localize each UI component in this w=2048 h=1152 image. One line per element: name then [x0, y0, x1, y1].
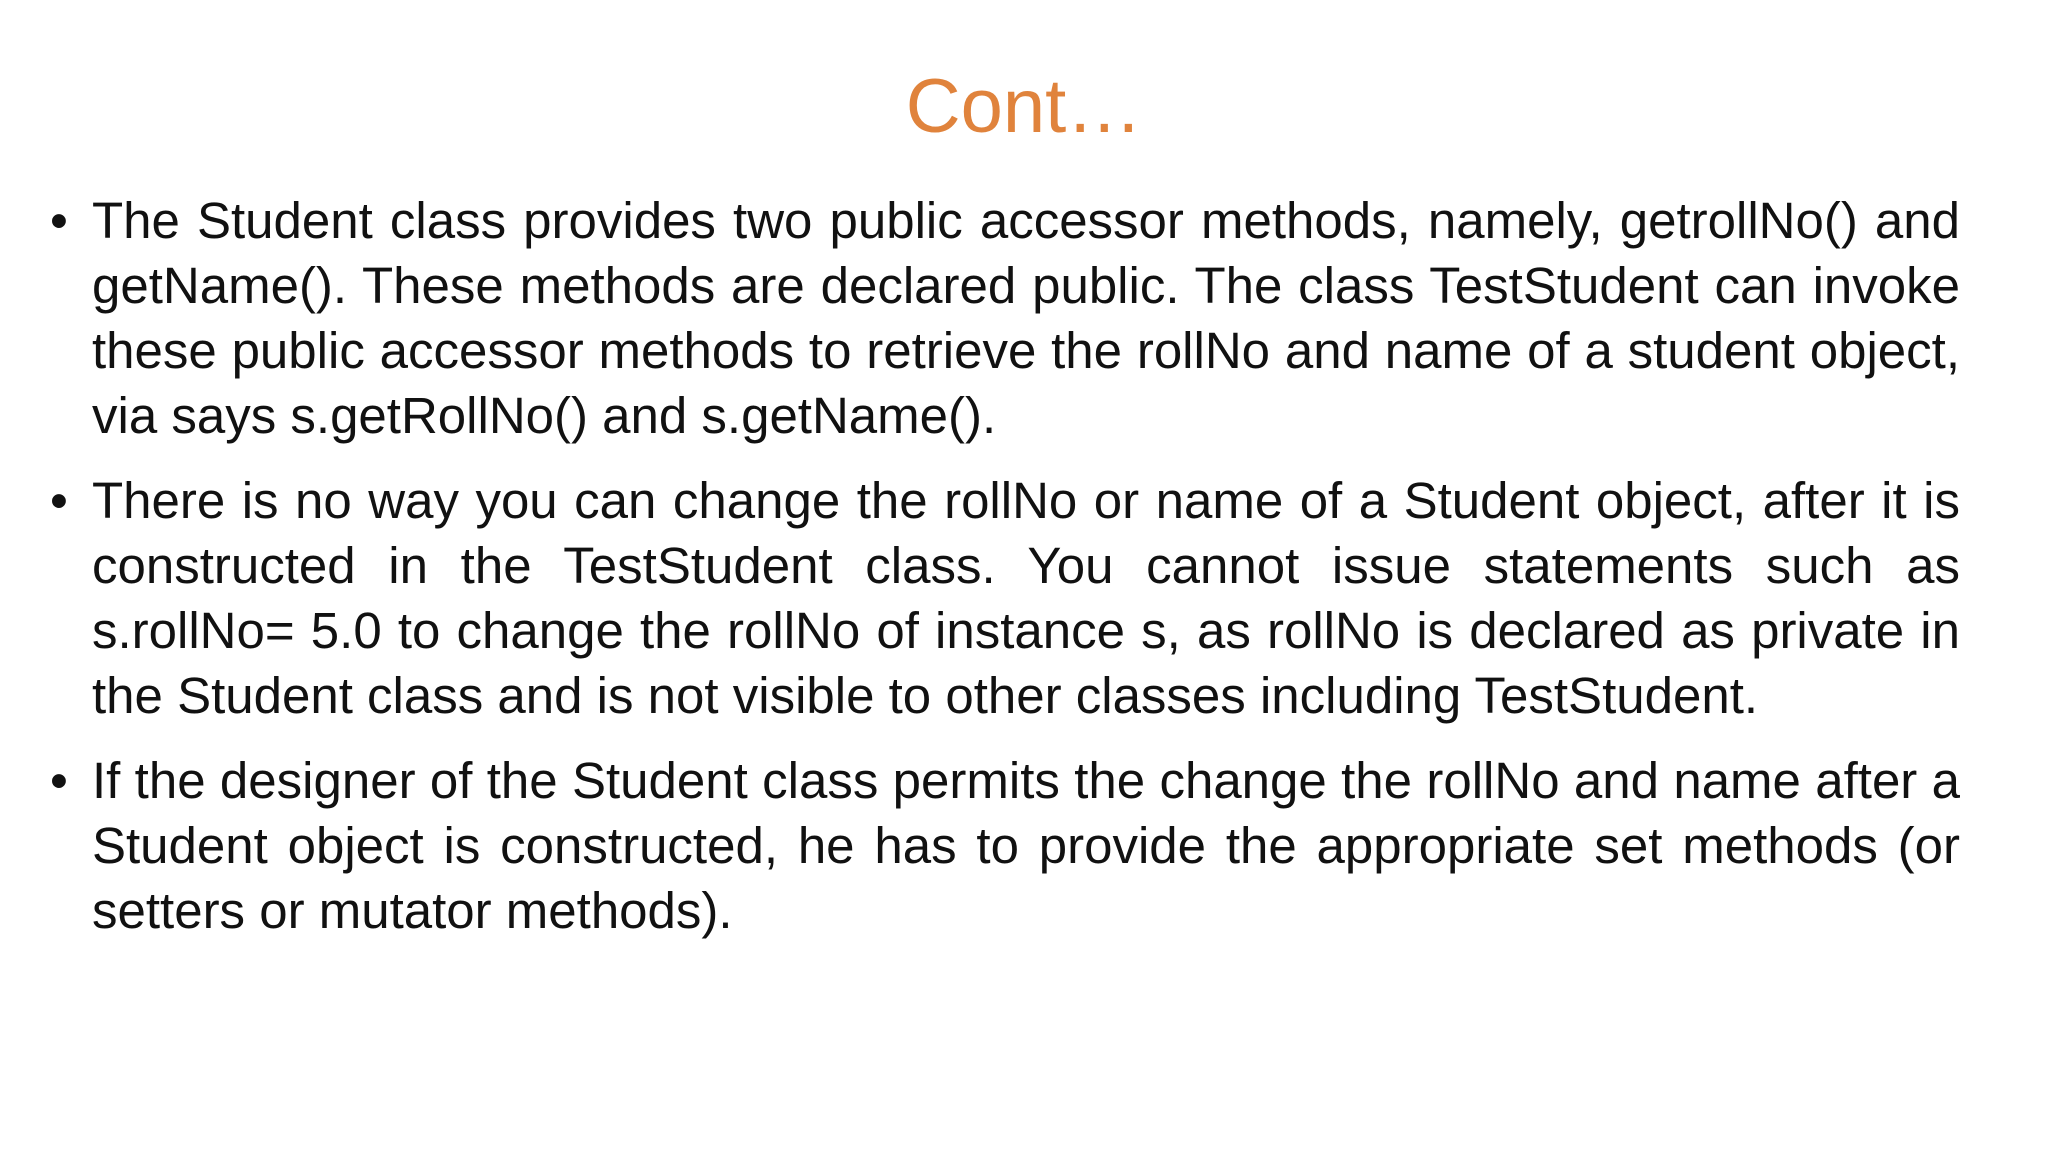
bullet-text: The Student class provides two public accessor methods, namely, getrollNo() and getName(). These methods are declared public. The class TestStudent can invoke these public accessor methods to retrieve the rollNo and name of a student object, via says s.getRollNo() and s.getName(). — [92, 192, 1960, 444]
bullet-text: If the designer of the Student class permits the change the rollNo and name after a Student object is constructed, he has to provide the appropriate set methods (or setters or mutator methods). — [92, 752, 1960, 939]
bullet-icon: • — [50, 472, 68, 529]
bullet-icon: • — [50, 192, 68, 249]
bullet-item-3 — [50, 748, 1960, 943]
slide-title: Cont… — [905, 64, 1143, 149]
bullet-list — [50, 188, 1960, 963]
bullet-icon: • — [50, 752, 68, 809]
bullet-item-2 — [50, 468, 1960, 728]
bullet-text: There is no way you can change the rollNo or name of a Student object, after it is constructed in the TestStudent class. You cannot issue statements such as s.rollNo= 5.0 to change the rollNo of instance s, as rollNo is declared as private in the Student class and is not visible to other classes including TestStudent. — [92, 472, 1960, 724]
bullet-item-1 — [50, 188, 1960, 448]
